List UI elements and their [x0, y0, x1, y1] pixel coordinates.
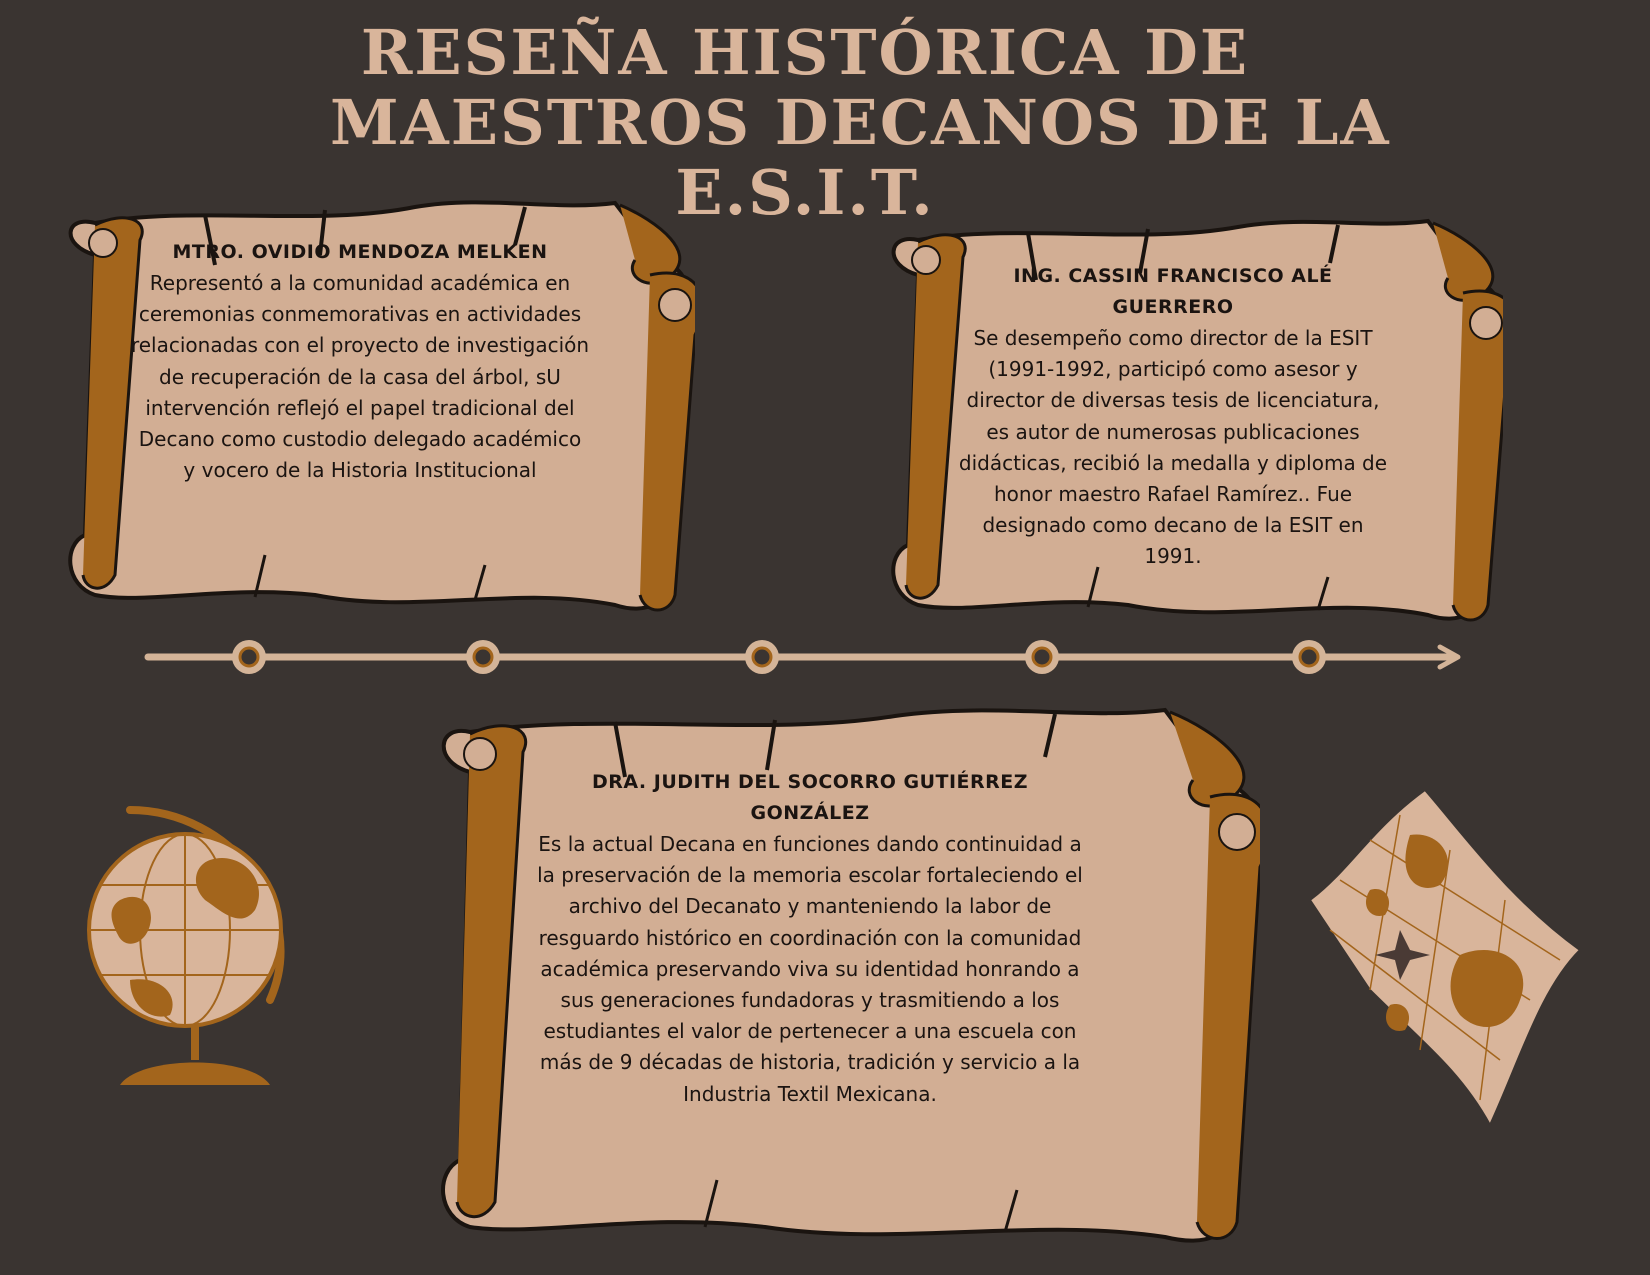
- timeline-marker-3: [745, 640, 779, 674]
- title-line-2: MAESTROS DECANOS DE LA: [330, 86, 1391, 159]
- timeline-marker-4: [1025, 640, 1059, 674]
- scroll-1-name: MTRO. OVIDIO MENDOZA MELKEN: [172, 241, 548, 263]
- scroll-2-name: ING. CASSIN FRANCISCO ALÉ GUERRERO: [1013, 265, 1333, 318]
- scroll-2-description: Se desempeño como director de la ESIT (1991-1992, participó como asesor y director de diversas tesis de licenciatura, es autor de numerosas publicaciones didácticas, recibió la medalla y diploma de honor maestro Rafael Ramírez.. Fue designado como decano de la ESIT en 1991.: [958, 326, 1388, 569]
- scroll-1-description: Representó a la comunidad académica en ceremonias conmemorativas en actividades relacionadas con el proyecto de investigación de recuperación de la casa del árbol, sU intervención reflejó el papel tradicional del Decano como custodio delegado académico y vocero de la Historia Institucional: [130, 271, 590, 483]
- title-line-1: RESEÑA HISTÓRICA DE: [360, 16, 1250, 89]
- timeline-marker-5: [1292, 640, 1326, 674]
- globe-icon: [80, 800, 310, 1090]
- title-line-3: E.S.I.T.: [675, 156, 935, 229]
- timeline-marker-2: [466, 640, 500, 674]
- timeline-marker-1: [232, 640, 266, 674]
- scroll-3-name: DRA. JUDITH DEL SOCORRO GUTIÉRREZ GONZÁLEZ: [591, 771, 1029, 824]
- scroll-3-content: [530, 767, 1090, 1110]
- scroll-card-3: [425, 692, 1260, 1257]
- scroll-3-description: Es la actual Decana en funciones dando continuidad a la preservación de la memoria escolar fortaleciendo el archivo del Decanato y manteniendo la labor de resguardo histórico en coordinación con la comunidad académica preservando viva su identidad honrando a sus generaciones fundadoras y trasmitiendo a los estudiantes el valor de pertenecer a una escuela con más de 9 décadas de historia, tradición y servicio a la Industria Textil Mexicana.: [537, 832, 1083, 1106]
- treasure-map-icon: [1310, 790, 1580, 1125]
